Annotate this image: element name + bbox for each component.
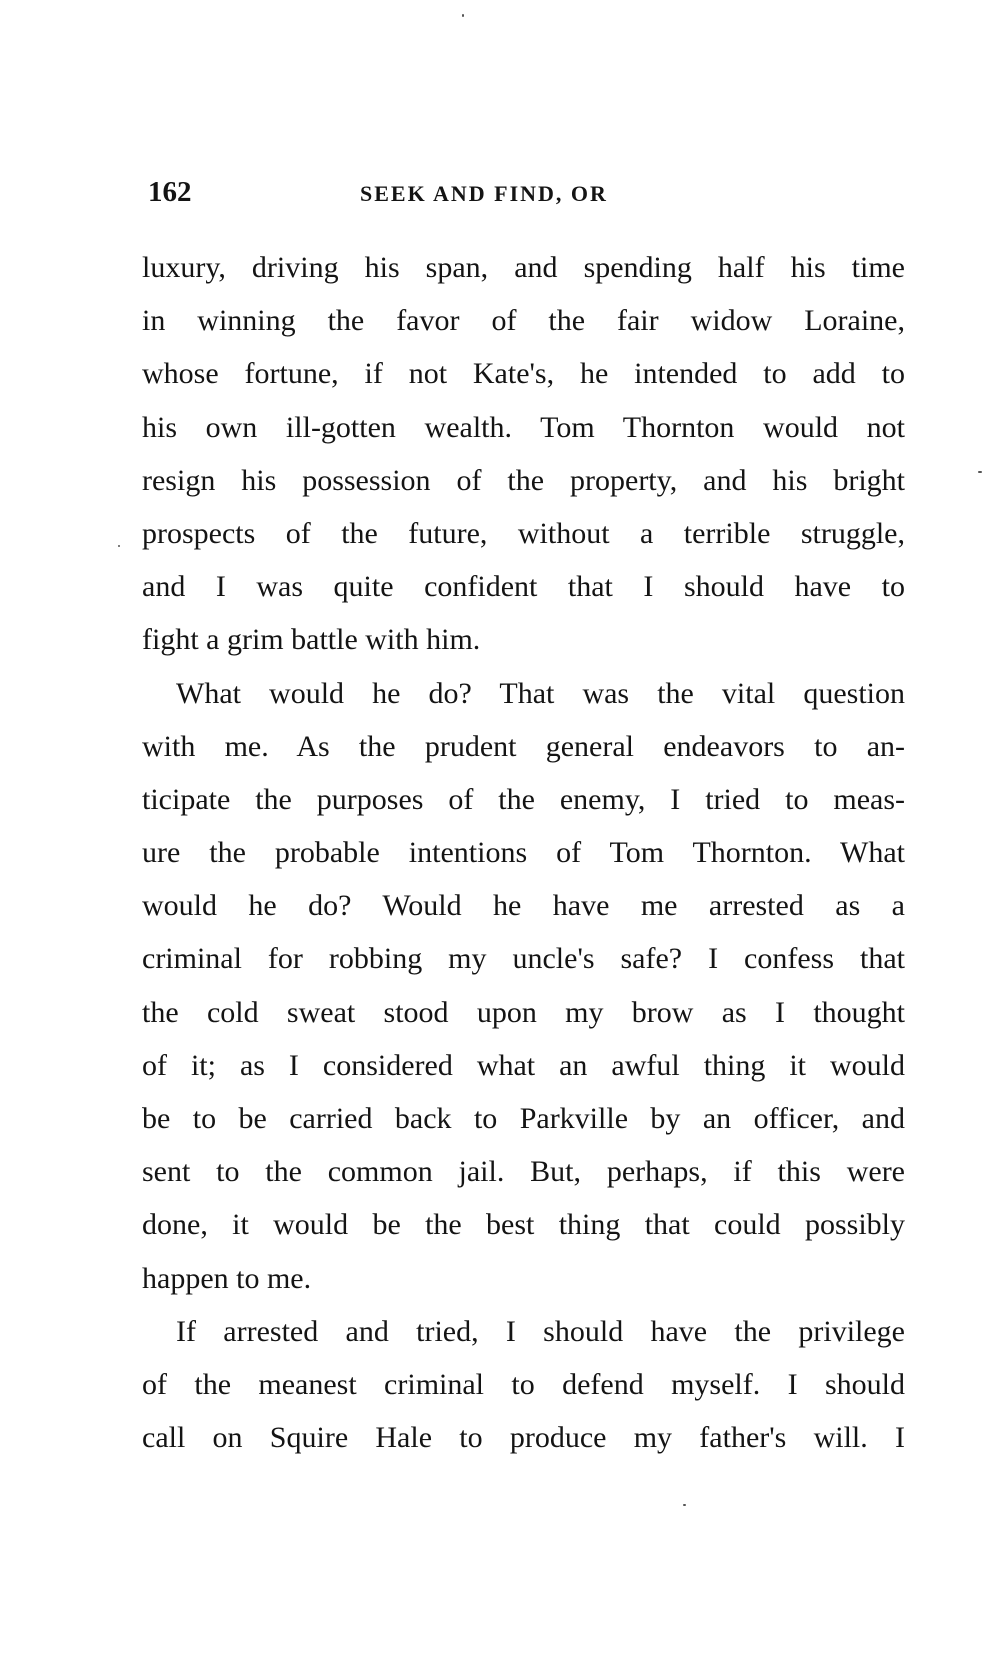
text-line: luxury, driving his span, and spending half his time [142,251,905,284]
text-line: sent to the common jail. But, perhaps, if this were [142,1155,905,1189]
text-line: his own ill-gotten wealth. Tom Thornton would not [142,410,905,444]
text-line: criminal for robbing my uncle's safe? I confess that [142,942,905,976]
ink-speck [462,14,464,17]
ink-speck [683,1504,686,1506]
body-text [142,241,905,1464]
text-line: and I was quite confident that I should have to [142,570,905,604]
text-line: in winning the favor of the fair widow Loraine, [142,304,905,338]
text-line: fight a grim battle with him. [142,623,481,657]
text-line: prospects of the future, without a terrible struggle, [142,516,905,550]
text-line: whose fortune, if not Kate's, he intended to add to [142,357,905,391]
ink-speck [118,545,120,547]
running-title: SEEK AND FIND, OR [360,181,608,206]
text-line: call on Squire Hale to produce my father's will. I [142,1421,905,1455]
text-line: If arrested and tried, I should have the privilege [176,1314,905,1348]
text-line: What would he do? That was the vital question [176,676,905,710]
text-line: the cold sweat stood upon my brow as I thought [142,995,905,1029]
text-line: ticipate the purposes of the enemy, I tried to meas- [142,782,905,816]
text-line: done, it would be the best thing that could possibly [142,1208,905,1242]
running-head [148,172,908,212]
text-line: happen to me. [142,1261,312,1295]
text-line: be to be carried back to Parkville by an officer, and [142,1102,905,1135]
text-line: would he do? Would he have me arrested as a [142,889,905,923]
ink-speck [978,471,982,473]
text-line: resign his possession of the property, and his bright [142,463,905,497]
text-line: of the meanest criminal to defend myself. I should [142,1367,905,1401]
text-line: of it; as I considered what an awful thing it would [142,1048,905,1082]
text-line: with me. As the prudent general endeavors to an- [142,729,905,763]
page-number: 162 [148,176,192,208]
text-line: ure the probable intentions of Tom Thornton. What [142,836,905,870]
